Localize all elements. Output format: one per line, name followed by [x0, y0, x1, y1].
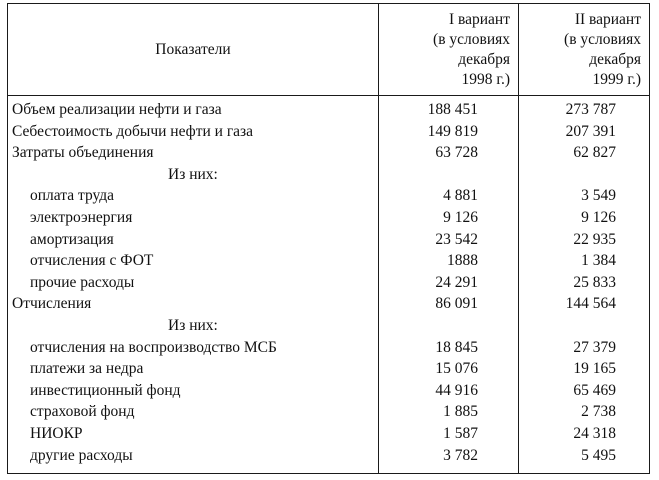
row-value-variant-2: 62 827 — [573, 144, 616, 162]
row-value-variant-1: 86 091 — [435, 295, 478, 313]
row-label: отчисления с ФОТ — [30, 252, 154, 270]
row-label: Отчисления — [12, 295, 92, 313]
header-variant-2-line: декабря — [589, 51, 641, 68]
table-row — [8, 445, 649, 467]
row-label: отчисления на воспроизводство МСБ — [30, 338, 277, 356]
row-label: страховой фонд — [30, 403, 135, 421]
header-variant-2-line: (в условиях — [564, 31, 641, 48]
row-value-variant-2: 24 318 — [573, 424, 616, 442]
row-value-variant-2: 65 469 — [573, 381, 616, 399]
table-row — [8, 358, 649, 380]
table-row — [8, 272, 649, 294]
row-label: Себестоимость добычи нефти и газа — [12, 122, 254, 140]
table-row — [8, 185, 649, 207]
row-value-variant-2: 2 738 — [581, 403, 616, 421]
header-variant-1-line: (в условиях — [433, 31, 510, 48]
row-value-variant-2: 1 384 — [581, 252, 616, 270]
table-row — [8, 207, 649, 229]
table-row-subheading — [8, 315, 649, 337]
row-label: Из них: — [168, 165, 218, 183]
row-label: оплата труда — [30, 187, 115, 205]
row-label: платежи за недра — [30, 360, 144, 378]
row-value-variant-1: 24 291 — [435, 273, 478, 291]
table-row — [8, 380, 649, 402]
header-variant-2-line: II вариант — [574, 11, 641, 28]
table-row — [8, 121, 649, 143]
row-value-variant-2: 27 379 — [573, 338, 616, 356]
header-variant-1-line: 1998 г.) — [461, 71, 510, 88]
table-row — [8, 423, 649, 445]
row-value-variant-1: 1 885 — [443, 403, 478, 421]
row-label: инвестиционный фонд — [30, 381, 181, 399]
header-variant-2-line: 1999 г.) — [592, 71, 641, 88]
table-row — [8, 293, 649, 315]
header-variant-2 — [520, 4, 649, 96]
row-value-variant-1: 3 782 — [443, 446, 478, 464]
row-value-variant-2: 3 549 — [581, 187, 616, 205]
row-label: Из них: — [168, 316, 218, 334]
row-label: Затраты объединения — [12, 144, 154, 162]
row-label: НИОКР — [30, 424, 83, 442]
row-label: Объем реализации нефти и газа — [12, 101, 222, 118]
row-label: амортизация — [30, 230, 114, 248]
table-row-subheading — [8, 164, 649, 186]
row-value-variant-2: 22 935 — [573, 230, 616, 248]
row-value-variant-2: 5 495 — [581, 446, 616, 464]
row-value-variant-1: 15 076 — [435, 360, 478, 378]
row-label: электроэнергия — [30, 208, 133, 226]
table-row — [8, 250, 649, 272]
row-value-variant-2: 9 126 — [581, 208, 616, 226]
row-value-variant-2: 207 391 — [565, 122, 616, 140]
table-row — [8, 401, 649, 423]
row-value-variant-1: 1 587 — [443, 424, 478, 442]
header-variant-1-line: I вариант — [448, 11, 510, 28]
header-variant-1 — [380, 4, 518, 96]
row-value-variant-1: 1888 — [447, 252, 478, 270]
row-value-variant-1: 4 881 — [443, 187, 478, 205]
row-value-variant-2: 25 833 — [573, 273, 616, 291]
row-label: другие расходы — [30, 446, 133, 464]
table-header — [8, 4, 649, 96]
row-value-variant-1: 63 728 — [435, 144, 478, 162]
row-value-variant-2: 273 787 — [565, 101, 616, 118]
row-value-variant-1: 23 542 — [435, 230, 478, 248]
table-row — [8, 99, 649, 121]
header-indicators — [8, 4, 378, 96]
table-row — [8, 142, 649, 164]
header-variant-1-line: декабря — [458, 51, 510, 68]
row-value-variant-1: 188 451 — [427, 101, 478, 118]
data-table — [7, 3, 650, 474]
row-value-variant-2: 19 165 — [573, 360, 616, 378]
table-row — [8, 337, 649, 359]
row-value-variant-2: 144 564 — [565, 295, 616, 313]
table-body — [8, 99, 649, 466]
row-value-variant-1: 149 819 — [427, 122, 478, 140]
row-value-variant-1: 44 916 — [435, 381, 478, 399]
row-value-variant-1: 18 845 — [435, 338, 478, 356]
row-label: прочие расходы — [30, 273, 135, 291]
table-row — [8, 229, 649, 251]
row-value-variant-1: 9 126 — [443, 208, 478, 226]
header-indicators-text: Показатели — [155, 41, 231, 58]
